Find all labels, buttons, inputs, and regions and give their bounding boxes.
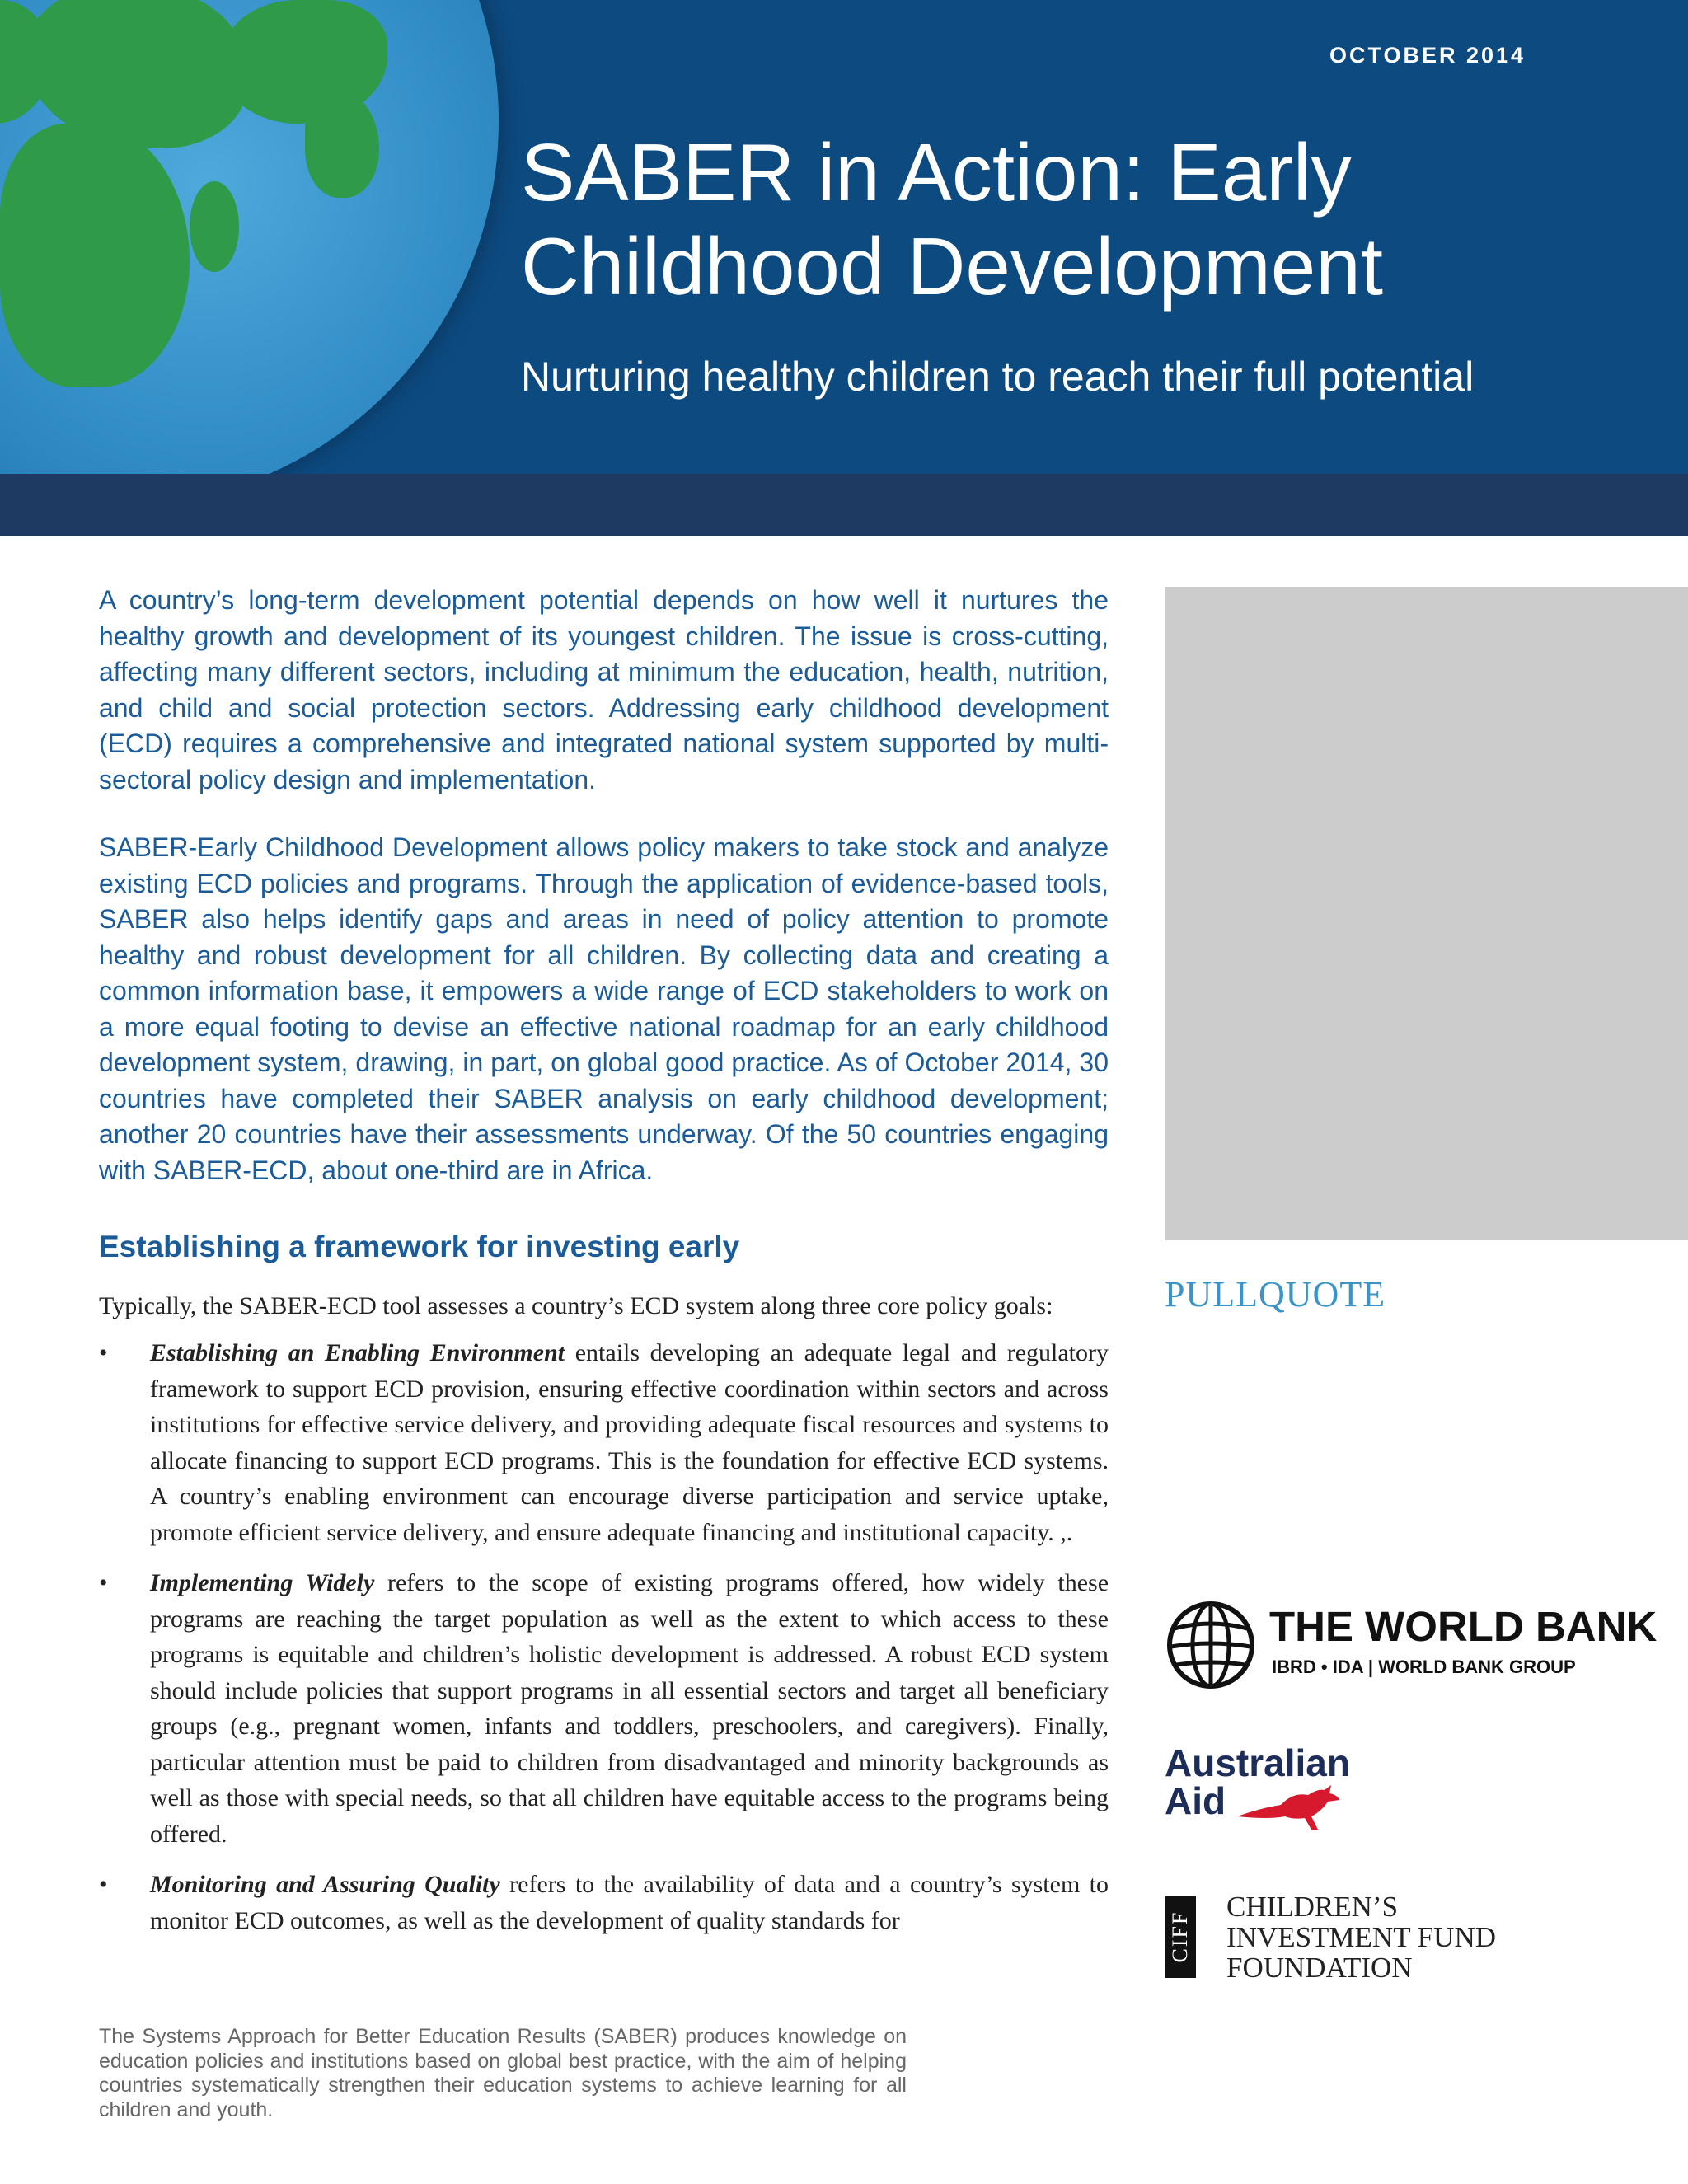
ciff-mark-text: CIFF [1168, 1910, 1192, 1963]
saber-footer-note: The Systems Approach for Better Education Results (SABER) produces knowledge on education policies and institutions based on global best practice, with the aim of helping countries systematically strengthen their education systems to achieve learning for all children and youth. [99, 2025, 907, 2121]
ciff-line-3: FOUNDATION [1226, 1952, 1413, 1984]
bullet-text: refers to the availability of data and a country’s system to monitor ECD outcomes, as well as the development of quality standards for [150, 1871, 1109, 1934]
header-banner [0, 0, 1688, 474]
list-item [99, 1867, 1109, 1938]
publication-date: OCTOBER 2014 [1329, 43, 1526, 68]
intro-paragraph-2: SABER-Early Childhood Development allows policy makers to take stock and analyze existing ECD policies and programs. Through the application of evidence-based tools, SABER also helps identify gaps and areas in need of policy attention to promote healthy and robust development for all children. By collecting data and creating a common information base, it empowers a wide range of ECD stakeholders to work on a more equal footing to devise an effective national roadmap for an early childhood development system, drawing, in part, on global good practice. As of October 2014, 30 countries have completed their SABER analysis on early childhood development; another 20 countries have their assessments underway. Of the 50 countries engaging with SABER-ECD, about one-third are in Africa. [99, 832, 1109, 1185]
globe-icon [1165, 1599, 1257, 1691]
banner-strip [0, 474, 1688, 536]
page-subtitle: Nurturing healthy children to reach their full potential [521, 354, 1475, 400]
ciff-line-2: INVESTMENT FUND [1226, 1921, 1496, 1953]
kangaroo-icon [1236, 1783, 1343, 1833]
ciff-logo [1165, 1891, 1544, 1982]
section-lead: Typically, the SABER-ECD tool assesses a country’s ECD system along three core policy goals: [99, 1292, 1053, 1319]
world-bank-name: THE WORLD BANK [1269, 1603, 1658, 1650]
ciff-mark [1165, 1896, 1196, 1978]
australian-aid-line2: Aid [1165, 1779, 1226, 1822]
pullquote: PULLQUOTE [1165, 1274, 1386, 1315]
bullet-term: Establishing an Enabling Environment [150, 1339, 565, 1366]
section-heading: Establishing a framework for investing early [99, 1230, 740, 1263]
photo-placeholder [1165, 587, 1688, 1240]
ciff-line-1: CHILDREN’S [1226, 1891, 1399, 1923]
bullet-text: entails developing an adequate legal and regulatory framework to support ECD provision, ensuring effective coordination within sectors and across institutions for effective service delivery, and providing adequate fiscal resources and systems to allocate financing to support ECD programs. This is the foundation for effective ECD systems. A country’s enabling environment can encourage diverse participation and service uptake, promote efficient service delivery, and ensure adequate financing and institutional capacity. ,. [150, 1339, 1109, 1546]
world-bank-subtitle: IBRD • IDA | WORLD BANK GROUP [1272, 1657, 1576, 1677]
ciff-name [1226, 1891, 1496, 1983]
policy-goals-list [99, 1335, 1109, 1953]
bullet-term: Implementing Widely [150, 1569, 375, 1596]
bullet-marker: • [99, 1339, 108, 1366]
bullet-marker: • [99, 1871, 108, 1898]
globe-image [0, 0, 499, 474]
bullet-text: refers to the scope of existing programs offered, how widely these programs are reaching the target population as well as the extent to which access to these programs is equitable and children’s holistic development is addressed. A robust ECD system should include policies that support programs in all essential sectors and target all beneficiary groups (e.g., pregnant women, infants and toddlers, preschoolers, and caregivers). Finally, particular attention must be paid to children from disadvantaged and minority backgrounds as well as those with special needs, so that all children have equitable access to the programs being offered. [150, 1569, 1109, 1848]
page-title: SABER in Action: Early Childhood Development [521, 127, 1383, 312]
australian-aid-line1: Australian [1165, 1741, 1350, 1784]
bullet-term: Monitoring and Assuring Quality [150, 1871, 500, 1898]
list-item [99, 1565, 1109, 1852]
bullet-marker: • [99, 1569, 108, 1596]
list-item [99, 1335, 1109, 1550]
world-bank-logo [1165, 1599, 1658, 1698]
australian-aid-logo [1165, 1741, 1428, 1840]
intro-paragraph-1: A country’s long-term development potential depends on how well it nurtures the healthy growth and development of its youngest children. The issue is cross-cutting, affecting many different sectors, including at minimum the education, health, nutrition, and child and social protection sectors. Addressing early childhood development (ECD) requires a comprehensive and integrated national system supported by multi-sectoral policy design and implementation. [99, 585, 1109, 794]
